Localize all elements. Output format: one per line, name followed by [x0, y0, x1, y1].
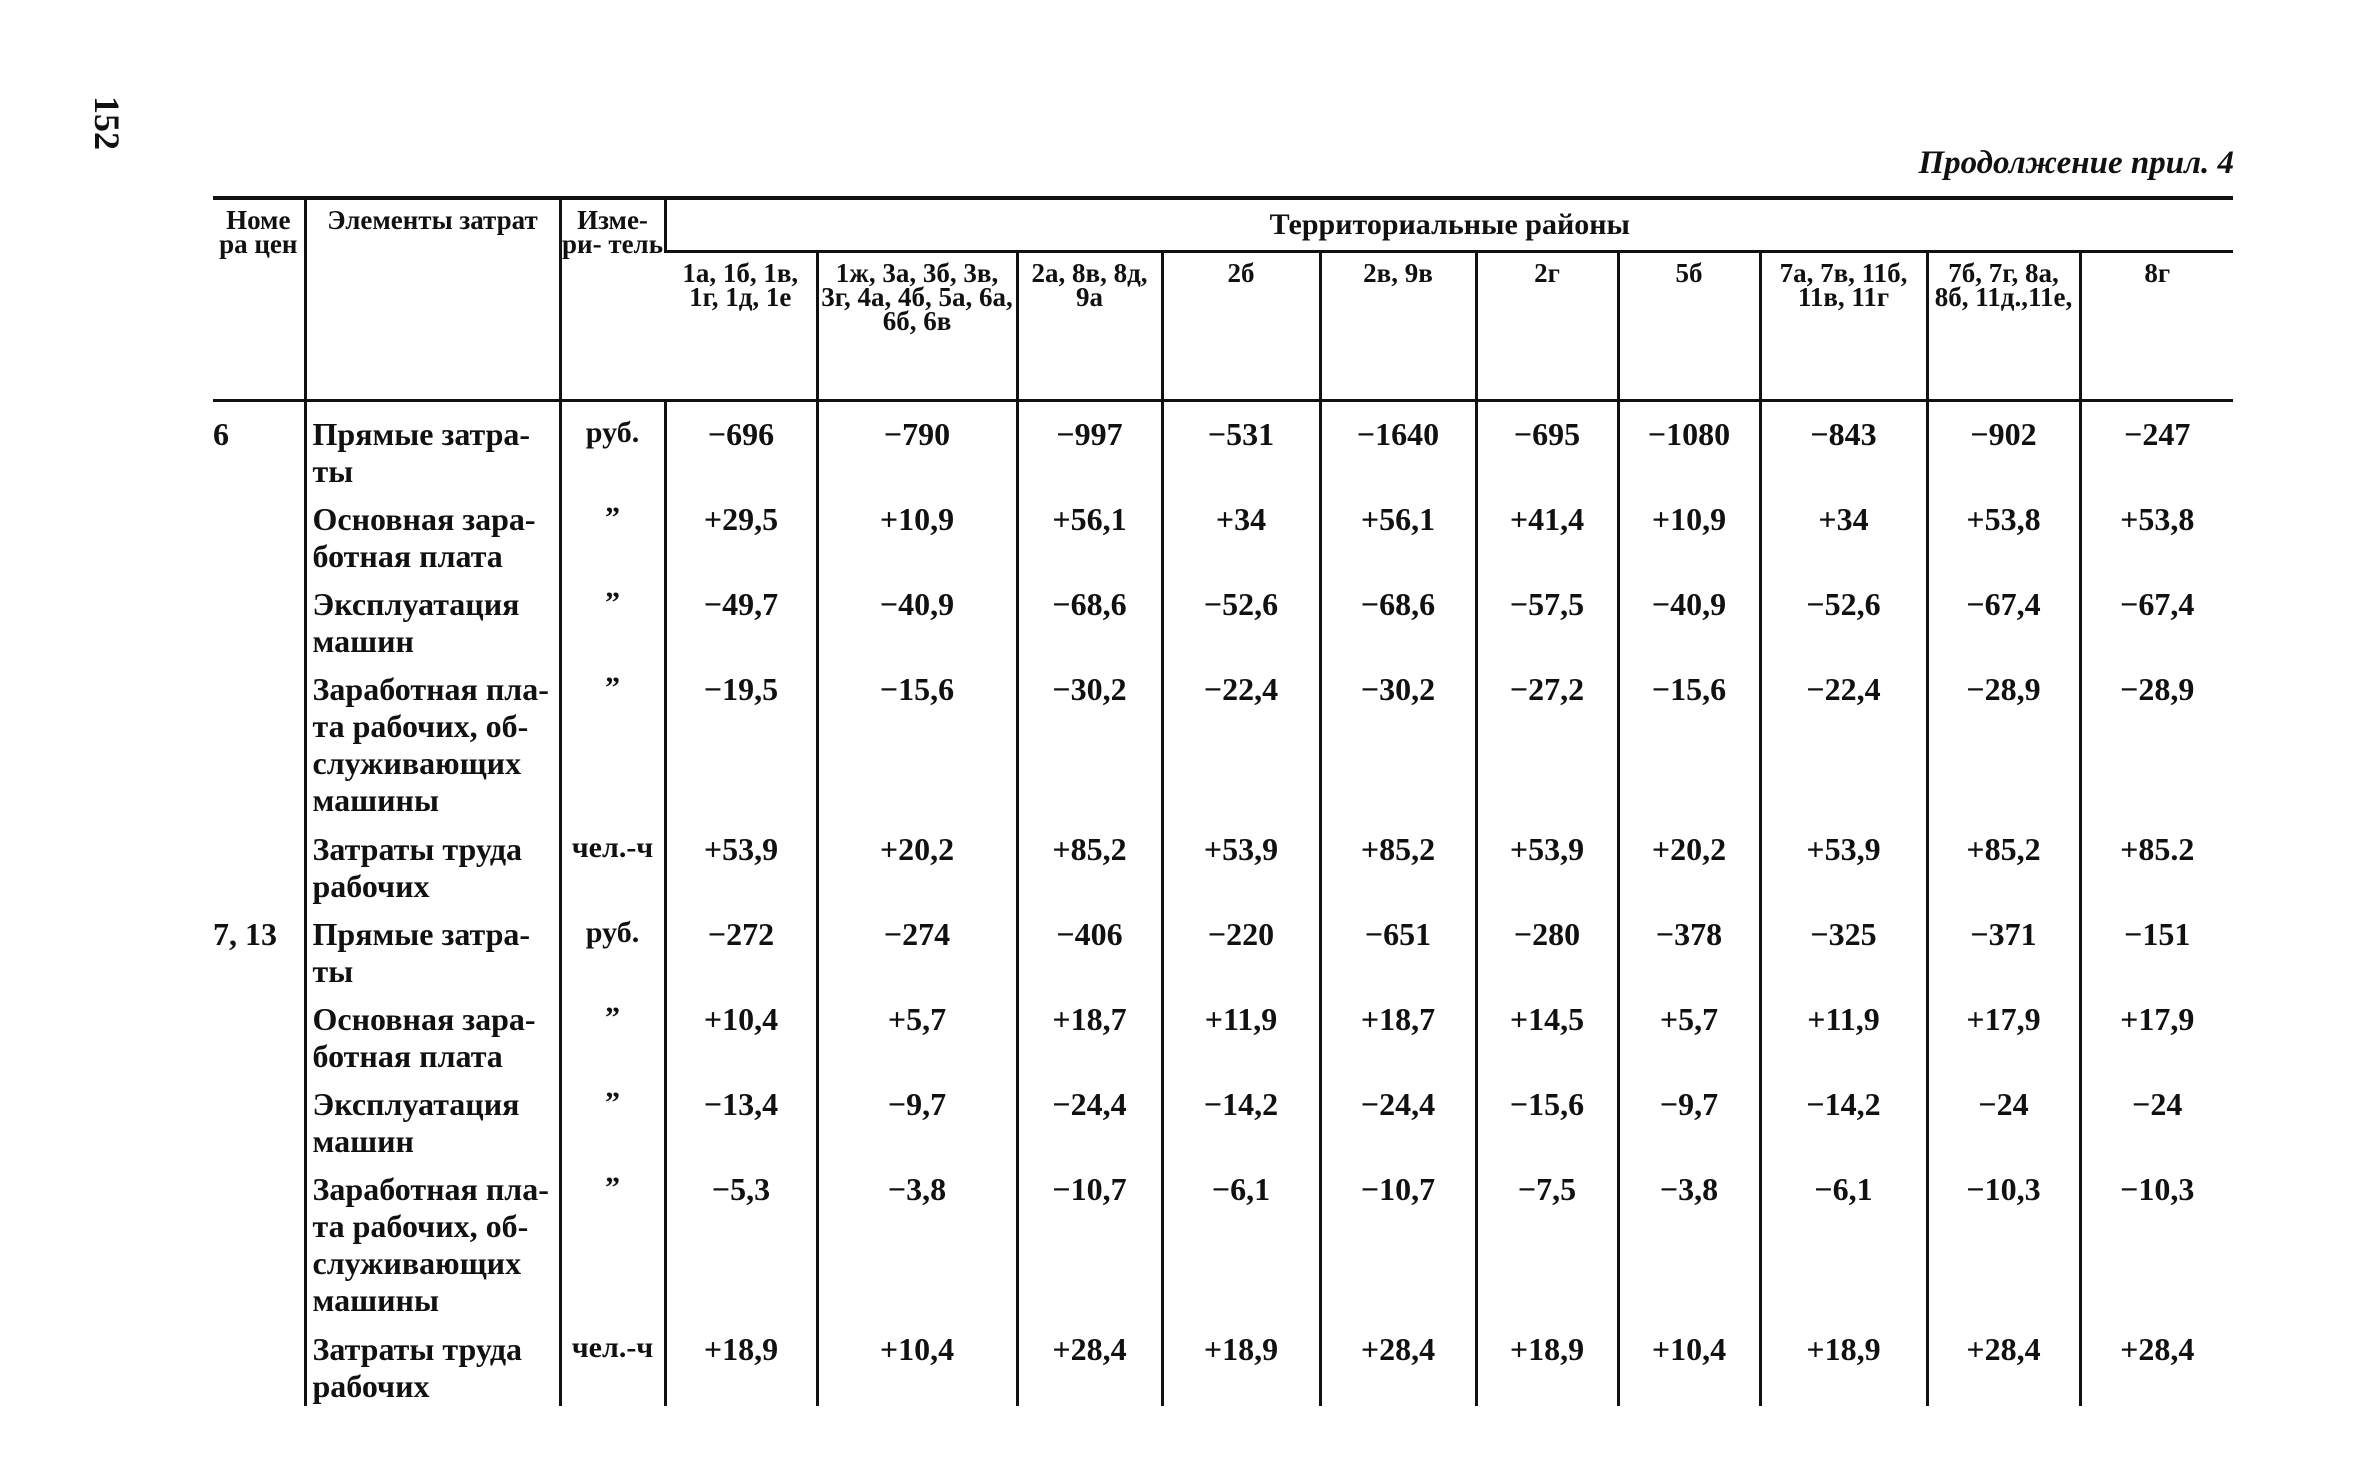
value-cell: +34	[1162, 491, 1320, 576]
header-region: 5б	[1618, 252, 1760, 401]
value-cell: −280	[1476, 906, 1618, 991]
price-table	[213, 196, 2233, 1406]
value-cell: −371	[1927, 906, 2080, 991]
header-region: 1ж, 3а, 3б, 3в, 3г, 4а, 4б, 5а, 6а, 6б, 6в	[817, 252, 1017, 401]
value-cell: −14,2	[1162, 1076, 1320, 1161]
value-cell: −15,6	[817, 661, 1017, 821]
price-number-cell	[213, 1161, 305, 1321]
value-cell: −22,4	[1162, 661, 1320, 821]
unit-cell: чел.-ч	[560, 821, 665, 906]
value-cell: +20,2	[1618, 821, 1760, 906]
value-cell: −9,7	[1618, 1076, 1760, 1161]
value-cell: −49,7	[665, 576, 817, 661]
header-region: 8г	[2080, 252, 2233, 401]
continuation-caption: Продолжение прил. 4	[1918, 145, 2234, 181]
value-cell: −6,1	[1162, 1161, 1320, 1321]
value-cell: +28,4	[2080, 1321, 2233, 1406]
cost-element-cell: Основная зара- ботная плата	[305, 991, 560, 1076]
value-cell: +56,1	[1017, 491, 1162, 576]
value-cell: −997	[1017, 401, 1162, 492]
unit-cell: ”	[560, 1161, 665, 1321]
cost-element-cell: Эксплуатация машин	[305, 576, 560, 661]
value-cell: −28,9	[1927, 661, 2080, 821]
value-cell: +10,4	[1618, 1321, 1760, 1406]
value-cell: −843	[1760, 401, 1927, 492]
unit-cell: ”	[560, 991, 665, 1076]
unit-cell: руб.	[560, 906, 665, 991]
unit-cell: чел.-ч	[560, 1321, 665, 1406]
value-cell: +17,9	[1927, 991, 2080, 1076]
price-number-cell	[213, 491, 305, 576]
price-number-cell	[213, 1076, 305, 1161]
value-cell: −531	[1162, 401, 1320, 492]
value-cell: +34	[1760, 491, 1927, 576]
value-cell: +18,7	[1017, 991, 1162, 1076]
value-cell: +85,2	[1927, 821, 2080, 906]
value-cell: −247	[2080, 401, 2233, 492]
value-cell: +53,8	[1927, 491, 2080, 576]
value-cell: −24,4	[1017, 1076, 1162, 1161]
cost-element-cell: Эксплуатация машин	[305, 1076, 560, 1161]
value-cell: −24	[1927, 1076, 2080, 1161]
page-number: 152	[87, 96, 127, 150]
value-cell: −57,5	[1476, 576, 1618, 661]
header-unit: Изме- ри- тель	[560, 198, 665, 401]
value-cell: −10,7	[1320, 1161, 1476, 1321]
header-num: Номе ра цен	[213, 198, 305, 401]
value-cell: +53,9	[1760, 821, 1927, 906]
value-cell: +41,4	[1476, 491, 1618, 576]
value-cell: +85.2	[2080, 821, 2233, 906]
value-cell: −30,2	[1320, 661, 1476, 821]
value-cell: −40,9	[1618, 576, 1760, 661]
price-number-cell	[213, 991, 305, 1076]
table-row	[213, 1321, 2233, 1406]
value-cell: +28,4	[1320, 1321, 1476, 1406]
value-cell: −3,8	[817, 1161, 1017, 1321]
header-region: 1а, 1б, 1в, 1г, 1д, 1е	[665, 252, 817, 401]
value-cell: +85,2	[1017, 821, 1162, 906]
value-cell: −30,2	[1017, 661, 1162, 821]
value-cell: −14,2	[1760, 1076, 1927, 1161]
value-cell: +18,9	[1476, 1321, 1618, 1406]
value-cell: +53,9	[1162, 821, 1320, 906]
value-cell: −1080	[1618, 401, 1760, 492]
value-cell: −10,3	[2080, 1161, 2233, 1321]
value-cell: −696	[665, 401, 817, 492]
value-cell: +28,4	[1927, 1321, 2080, 1406]
value-cell: −24,4	[1320, 1076, 1476, 1161]
value-cell: +53,9	[1476, 821, 1618, 906]
value-cell: +14,5	[1476, 991, 1618, 1076]
value-cell: −22,4	[1760, 661, 1927, 821]
value-cell: +20,2	[817, 821, 1017, 906]
value-cell: −7,5	[1476, 1161, 1618, 1321]
value-cell: +5,7	[1618, 991, 1760, 1076]
value-cell: −378	[1618, 906, 1760, 991]
cost-element-cell: Затраты труда рабочих	[305, 1321, 560, 1406]
header-region: 2г	[1476, 252, 1618, 401]
value-cell: −406	[1017, 906, 1162, 991]
table-row	[213, 491, 2233, 576]
value-cell: −68,6	[1320, 576, 1476, 661]
price-number-cell	[213, 1321, 305, 1406]
price-number-cell	[213, 576, 305, 661]
unit-cell: ”	[560, 491, 665, 576]
value-cell: +11,9	[1162, 991, 1320, 1076]
value-cell: −3,8	[1618, 1161, 1760, 1321]
value-cell: −67,4	[1927, 576, 2080, 661]
value-cell: +18,9	[665, 1321, 817, 1406]
value-cell: +56,1	[1320, 491, 1476, 576]
value-cell: −651	[1320, 906, 1476, 991]
unit-cell: ”	[560, 1076, 665, 1161]
value-cell: −27,2	[1476, 661, 1618, 821]
value-cell: −902	[1927, 401, 2080, 492]
value-cell: +11,9	[1760, 991, 1927, 1076]
value-cell: −52,6	[1760, 576, 1927, 661]
value-cell: −15,6	[1618, 661, 1760, 821]
price-number-cell: 7, 13	[213, 916, 277, 952]
price-number-cell: 6	[213, 416, 229, 452]
value-cell: −220	[1162, 906, 1320, 991]
table-row	[213, 821, 2233, 906]
table-row	[213, 1161, 2233, 1321]
cost-element-cell: Прямые затра- ты	[305, 401, 560, 492]
value-cell: +53,9	[665, 821, 817, 906]
cost-element-cell: Прямые затра- ты	[305, 906, 560, 991]
value-cell: −13,4	[665, 1076, 817, 1161]
header-region: 2а, 8в, 8д, 9а	[1017, 252, 1162, 401]
price-number-cell	[213, 821, 305, 906]
price-number-cell	[213, 661, 305, 821]
value-cell: +18,9	[1760, 1321, 1927, 1406]
value-cell: −5,3	[665, 1161, 817, 1321]
header-territorial-regions: Территориальные районы	[665, 198, 2233, 252]
value-cell: +28,4	[1017, 1321, 1162, 1406]
table-row	[213, 401, 2233, 492]
value-cell: −1640	[1320, 401, 1476, 492]
table-row	[213, 991, 2233, 1076]
header-region: 2б	[1162, 252, 1320, 401]
value-cell: −10,7	[1017, 1161, 1162, 1321]
value-cell: +53,8	[2080, 491, 2233, 576]
value-cell: −52,6	[1162, 576, 1320, 661]
value-cell: −28,9	[2080, 661, 2233, 821]
value-cell: −10,3	[1927, 1161, 2080, 1321]
value-cell: −151	[2080, 906, 2233, 991]
value-cell: −325	[1760, 906, 1927, 991]
table-row	[213, 1076, 2233, 1161]
table-row	[213, 576, 2233, 661]
cost-element-cell: Основная зара- ботная плата	[305, 491, 560, 576]
value-cell: +10,9	[1618, 491, 1760, 576]
header-region: 2в, 9в	[1320, 252, 1476, 401]
value-cell: −67,4	[2080, 576, 2233, 661]
value-cell: −19,5	[665, 661, 817, 821]
unit-cell: руб.	[560, 401, 665, 492]
value-cell: −40,9	[817, 576, 1017, 661]
unit-cell: ”	[560, 576, 665, 661]
value-cell: +10,4	[665, 991, 817, 1076]
header-region: 7б, 7г, 8а, 8б, 11д.,11е,	[1927, 252, 2080, 401]
value-cell: +29,5	[665, 491, 817, 576]
value-cell: +17,9	[2080, 991, 2233, 1076]
value-cell: −9,7	[817, 1076, 1017, 1161]
value-cell: −272	[665, 906, 817, 991]
value-cell: +18,7	[1320, 991, 1476, 1076]
value-cell: −15,6	[1476, 1076, 1618, 1161]
cost-element-cell: Заработная пла- та рабочих, об- служивающих машины	[305, 661, 560, 821]
value-cell: −24	[2080, 1076, 2233, 1161]
value-cell: −790	[817, 401, 1017, 492]
value-cell: +10,4	[817, 1321, 1017, 1406]
value-cell: −695	[1476, 401, 1618, 492]
header-elements: Элементы затрат	[305, 198, 560, 401]
cost-element-cell: Заработная пла- та рабочих, об- служивающих машины	[305, 1161, 560, 1321]
unit-cell: ”	[560, 661, 665, 821]
header-region: 7а, 7в, 11б, 11в, 11г	[1760, 252, 1927, 401]
value-cell: +10,9	[817, 491, 1017, 576]
value-cell: −68,6	[1017, 576, 1162, 661]
value-cell: +18,9	[1162, 1321, 1320, 1406]
value-cell: +85,2	[1320, 821, 1476, 906]
value-cell: +5,7	[817, 991, 1017, 1076]
cost-element-cell: Затраты труда рабочих	[305, 821, 560, 906]
table-row	[213, 906, 2233, 991]
value-cell: −6,1	[1760, 1161, 1927, 1321]
table-row	[213, 661, 2233, 821]
value-cell: −274	[817, 906, 1017, 991]
